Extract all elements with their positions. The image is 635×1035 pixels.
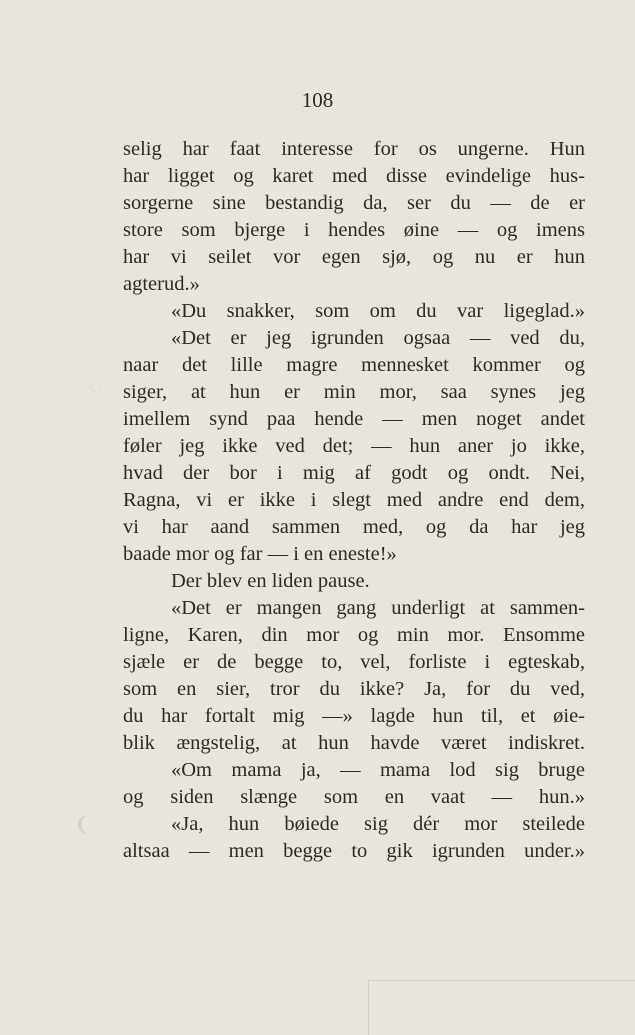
text-line: føler jeg ikke ved det; — hun aner jo ikke,: [123, 435, 585, 457]
text-line: og siden slænge som en vaat — hun.»: [123, 786, 585, 808]
text-line: selig har faat interesse for os ungerne. Hun: [123, 138, 585, 160]
text-line: sorgerne sine bestandig da, ser du — de er: [123, 192, 585, 214]
page-corner-edge: [368, 980, 635, 1035]
text-line: Der blev en liden pause.: [171, 570, 370, 592]
text-line: som en sier, tror du ikke? Ja, for du ved,: [123, 678, 585, 700]
text-line: baade mor og far — i en eneste!»: [123, 543, 397, 565]
text-line: hvad der bor i mig af godt og ondt. Nei,: [123, 462, 585, 484]
text-line: du har fortalt mig —» lagde hun til, et øie-: [123, 705, 585, 727]
text-line: «Om mama ja, — mama lod sig bruge: [171, 759, 585, 781]
text-line: siger, at hun er min mor, saa synes jeg: [123, 381, 585, 403]
text-line: «Ja, hun bøiede sig dér mor steilede: [171, 813, 585, 835]
text-line: har ligget og karet med disse evindelige hus-: [123, 165, 585, 187]
text-line: «Det er mangen gang underligt at sammen-: [171, 597, 585, 619]
text-line: vi har aand sammen med, og da har jeg: [123, 516, 585, 538]
text-line: har vi seilet vor egen sjø, og nu er hun: [123, 246, 585, 268]
text-line: blik ængstelig, at hun havde været indiskret.: [123, 732, 585, 754]
text-line: sjæle er de begge to, vel, forliste i egteskab,: [123, 651, 585, 673]
text-line: naar det lille magre mennesket kommer og: [123, 354, 585, 376]
text-line: altsaa — men begge to gik igrunden under.»: [123, 840, 585, 862]
text-line: agterud.»: [123, 273, 200, 295]
body-text: [123, 136, 585, 865]
margin-pencil-mark: ❨: [74, 814, 91, 836]
text-line: imellem synd paa hende — men noget andet: [123, 408, 585, 430]
text-line: store som bjerge i hendes øine — og imens: [123, 219, 585, 241]
page-number: 108: [301, 88, 334, 112]
text-line: «Du snakker, som om du var ligeglad.»: [171, 300, 585, 322]
text-line: Ragna, vi er ikke i slegt med andre end dem,: [123, 489, 585, 511]
margin-smudge-mark: ◌: [90, 376, 102, 398]
text-line: ligne, Karen, din mor og min mor. Ensomme: [123, 624, 585, 646]
text-line: «Det er jeg igrunden ogsaa — ved du,: [171, 327, 585, 349]
